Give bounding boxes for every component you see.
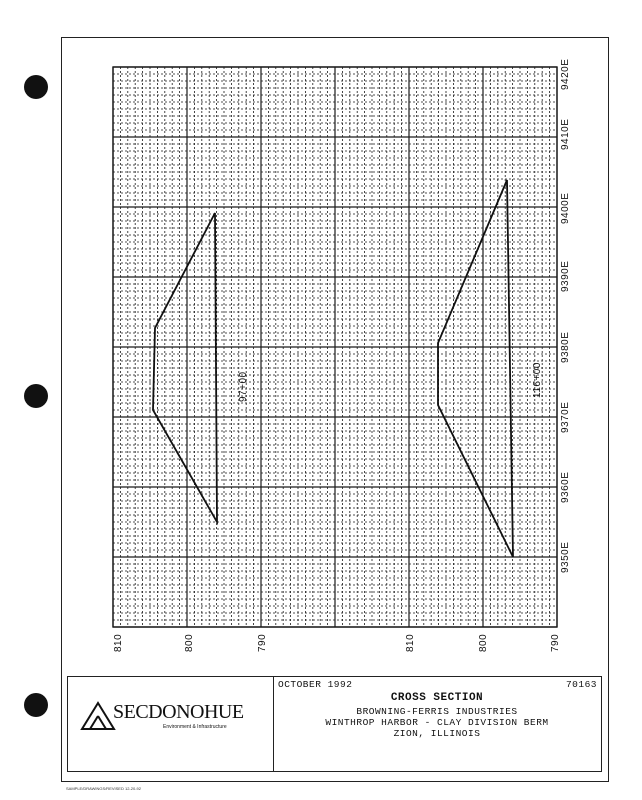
y-tick-9410E: 9410E — [560, 118, 571, 150]
project-location: ZION, ILLINOIS — [393, 728, 481, 739]
x-tick-left-790: 790 — [257, 633, 268, 652]
y-tick-9370E: 9370E — [560, 401, 571, 433]
drawing-date: OCTOBER 1992 — [278, 679, 353, 690]
y-tick-9360E: 9360E — [560, 471, 571, 503]
y-tick-9390E: 9390E — [560, 260, 571, 292]
drawing-title: CROSS SECTION — [390, 692, 484, 704]
sheet-number: 70163 — [565, 679, 597, 690]
y-tick-9400E: 9400E — [560, 192, 571, 224]
y-tick-9380E: 9380E — [560, 331, 571, 363]
logo-wordmark: SECDONOHUE — [113, 701, 244, 723]
x-tick-right-790: 790 — [550, 633, 561, 652]
sec-donohue-logo-icon — [78, 699, 118, 733]
x-tick-left-810: 810 — [113, 633, 124, 652]
title-block — [67, 676, 602, 772]
left-panel-station-label: 97+00 — [238, 371, 249, 402]
logo-tagline: Environment & Infrastructure — [163, 724, 227, 730]
x-tick-right-810: 810 — [405, 633, 416, 652]
project-name: WINTHROP HARBOR - CLAY DIVISION BERM — [325, 717, 549, 728]
footer-note: SAMPLE/DRAWINGS/REVISED 12-20-92 — [66, 786, 141, 791]
company-logo — [68, 677, 273, 771]
right-panel-station-label: 116+00 — [532, 362, 543, 398]
x-tick-right-800: 800 — [478, 633, 489, 652]
left-berm-profile — [153, 213, 217, 522]
x-tick-left-800: 800 — [184, 633, 195, 652]
y-tick-9350E: 9350E — [560, 541, 571, 573]
y-tick-9420E: 9420E — [560, 58, 571, 90]
client-name: BROWNING-FERRIS INDUSTRIES — [356, 706, 518, 717]
